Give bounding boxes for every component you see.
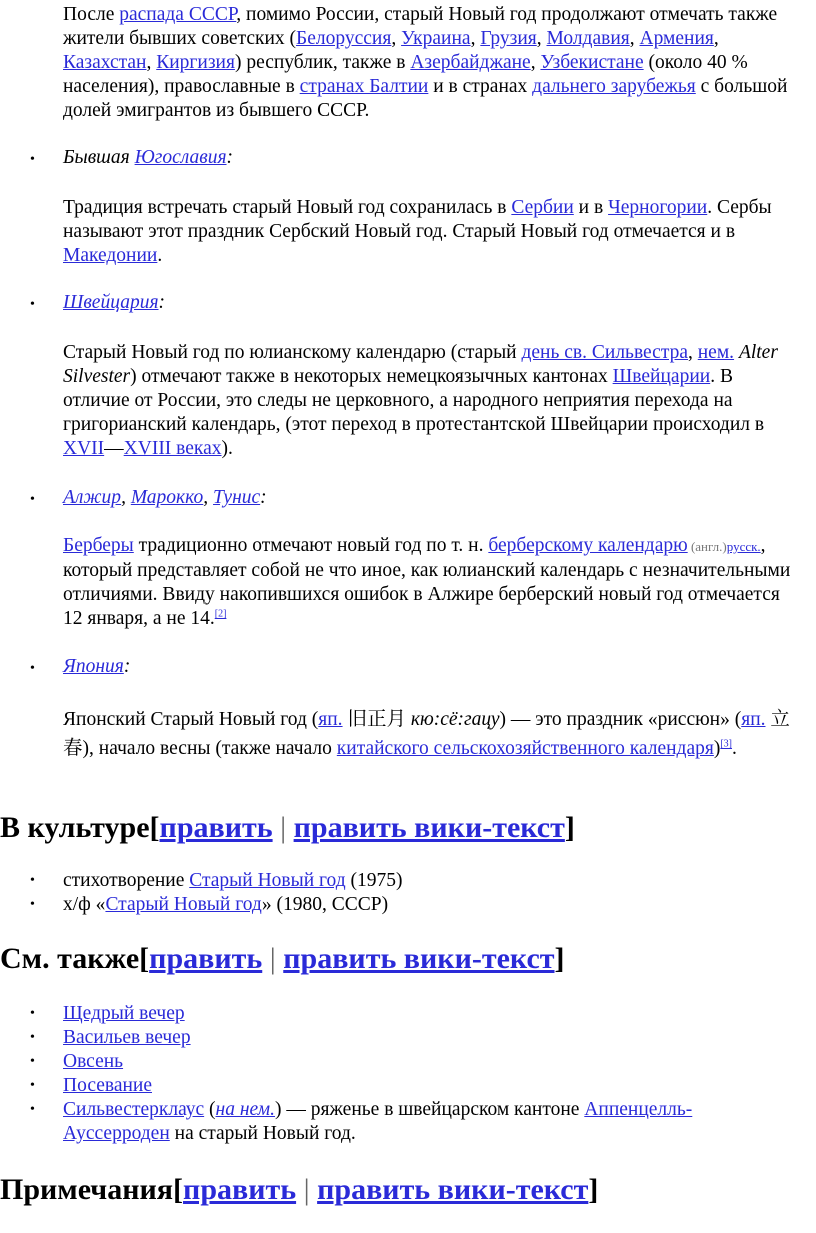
link-ovsen[interactable]: Овсень	[63, 1051, 124, 1072]
link-armenia[interactable]: Армения	[639, 28, 714, 49]
link-switzerland-heading[interactable]: Швейцария	[63, 292, 159, 313]
text-alter-silvester: Alter Silvester	[63, 342, 778, 387]
link-xvii[interactable]: XVII	[63, 438, 105, 459]
text: )	[713, 738, 721, 759]
text: ) — ряженье в швейцарском кантоне	[275, 1099, 585, 1120]
text: ).	[221, 438, 233, 459]
link-posevanie[interactable]: Посевание	[63, 1075, 152, 1096]
list-item	[0, 1002, 760, 1026]
colon: :	[158, 292, 166, 313]
link-tunisia[interactable]: Тунис	[213, 487, 261, 508]
comma: ,	[530, 52, 541, 73]
item-label-yugoslavia	[63, 146, 233, 170]
link-sylvester-day[interactable]: день св. Сильвестра	[521, 342, 688, 363]
text: . Сербы называют этот праздник Сербский Новый год. Старый Новый год отмечается и в	[63, 197, 772, 242]
link-ukraine[interactable]: Украина	[401, 28, 471, 49]
text-kanji: 立春	[63, 709, 790, 759]
comma: ,	[629, 28, 640, 49]
bullet-icon: •	[30, 492, 35, 507]
text: (1975)	[345, 870, 403, 891]
separator: |	[272, 811, 294, 844]
link-belarus[interactable]: Белоруссия	[296, 28, 392, 49]
list-item	[0, 1050, 760, 1074]
yugoslavia-paragraph	[63, 196, 798, 268]
link-vasiliev-vecher[interactable]: Васильев вечер	[63, 1027, 191, 1048]
bullet-icon: •	[30, 1006, 35, 1021]
comma: ,	[470, 28, 481, 49]
text: и в	[573, 197, 609, 218]
switzerland-paragraph	[63, 341, 798, 461]
ref-2[interactable]: [2]	[214, 608, 227, 620]
link-poem[interactable]: Старый Новый год	[189, 870, 346, 891]
text: , помимо России, старый Новый год продолжают отмечать также жители бывших советских (	[63, 4, 778, 49]
link-far-abroad[interactable]: дальнего зарубежья	[532, 76, 696, 97]
text: на старый Новый год.	[169, 1123, 356, 1144]
link-japanese-lang[interactable]: яп.	[318, 709, 343, 730]
text: стихотворение	[63, 870, 190, 891]
bullet-icon: •	[30, 152, 35, 167]
section-heading-notes	[0, 1172, 598, 1208]
heading-text: См. также	[0, 942, 140, 975]
link-berber-calendar[interactable]: берберскому календарю	[488, 535, 688, 556]
text: , который представляет собой не что иное, как юлианский календарь с незначительными отличиями. Ввиду накопившихся ошибок в Алжире берберский новый год отмечается 12 января, а не 14.	[63, 535, 791, 629]
item-label-switzerland	[63, 291, 165, 315]
text: и в странах	[428, 76, 533, 97]
edit-source-link[interactable]: править вики-текст	[293, 811, 565, 844]
dash: —	[104, 438, 124, 459]
ref-3[interactable]: [3]	[720, 738, 733, 750]
link-russian[interactable]: русск.	[726, 539, 761, 554]
bullet-icon: •	[30, 873, 35, 888]
section-heading-see-also	[0, 941, 565, 977]
link-silvesterklaus[interactable]: Сильвестерклаус	[63, 1099, 205, 1120]
list-item	[0, 869, 403, 893]
list-item	[0, 893, 403, 917]
link-baltic[interactable]: странах Балтии	[299, 76, 429, 97]
comma: ,	[203, 487, 214, 508]
bracket: [	[173, 1173, 184, 1206]
text: Японский Старый Новый год (	[63, 709, 319, 730]
text: .	[732, 738, 737, 759]
text: » (1980, СССР)	[261, 894, 389, 915]
maghreb-paragraph	[63, 534, 798, 631]
edit-link[interactable]: править	[183, 1173, 297, 1206]
link-switzerland[interactable]: Швейцарии	[612, 366, 711, 387]
culture-list	[0, 869, 403, 917]
comma: ,	[391, 28, 402, 49]
text: ) отмечают также в некоторых немецкоязычных кантонах	[130, 366, 613, 387]
intro-paragraph	[63, 3, 803, 123]
comma: ,	[688, 342, 698, 363]
link-berbers[interactable]: Берберы	[63, 535, 134, 556]
edit-link[interactable]: править	[159, 811, 273, 844]
link-film[interactable]: Старый Новый год	[105, 894, 262, 915]
bracket: ]	[554, 942, 565, 975]
link-shchedry-vecher[interactable]: Щедрый вечер	[63, 1003, 185, 1024]
link-uzbekistan[interactable]: Узбекистане	[540, 52, 644, 73]
text: Традиция встречать старый Новый год сохранилась в	[63, 197, 512, 218]
item-label-maghreb	[63, 486, 267, 510]
link-algeria[interactable]: Алжир	[63, 487, 122, 508]
text: Старый Новый год по юлианскому календарю (старый	[63, 342, 522, 363]
comma: ,	[713, 28, 719, 49]
bullet-icon: •	[30, 1078, 35, 1093]
link-georgia[interactable]: Грузия	[480, 28, 537, 49]
item-label-japan	[63, 655, 130, 679]
text: После	[63, 4, 120, 25]
list-item	[0, 1026, 760, 1050]
bullet-icon: •	[30, 1030, 35, 1045]
bracket: ]	[588, 1173, 599, 1206]
link-japan[interactable]: Япония	[63, 656, 124, 677]
text-engl: (англ.)	[687, 539, 727, 554]
japan-paragraph	[63, 705, 798, 763]
text: Бывшая	[63, 147, 135, 168]
link-kyrgyzstan[interactable]: Киргизия	[156, 52, 235, 73]
text: . В отличие от России, это следы не церковного, а народного неприятия перехода на григорианский календарь, (этот переход в протестантской Швейцарии происходил в	[63, 366, 765, 435]
list-item	[0, 1098, 760, 1146]
comma: ,	[146, 52, 157, 73]
text-romaji: кю:сё:гацу	[410, 709, 500, 730]
link-german-lang[interactable]: нем.	[697, 342, 735, 363]
bullet-icon: •	[30, 897, 35, 912]
colon: :	[226, 147, 234, 168]
separator: |	[296, 1173, 318, 1206]
link-raspad-sssr[interactable]: распада СССР	[119, 4, 237, 25]
bullet-icon: •	[30, 297, 35, 312]
link-japanese-lang-2[interactable]: яп.	[741, 709, 766, 730]
colon: :	[123, 656, 131, 677]
text: (около 40 % населения), православные в	[63, 52, 748, 97]
text: ) — это праздник «риссюн» (	[499, 709, 742, 730]
link-moldova[interactable]: Молдавия	[546, 28, 630, 49]
comma: ,	[121, 487, 131, 508]
link-in-german[interactable]: на нем.	[215, 1099, 275, 1120]
link-kazakhstan[interactable]: Казахстан	[63, 52, 147, 73]
bracket: ]	[564, 811, 575, 844]
text: ), начало весны (также начало	[82, 738, 337, 759]
see-also-list	[0, 1002, 760, 1146]
link-appenzell[interactable]: Аппенцелль-Ауссерроден	[63, 1099, 693, 1144]
text: (	[204, 1099, 216, 1120]
text: ) республик, также в	[234, 52, 411, 73]
colon: :	[260, 487, 267, 508]
bullet-icon: •	[30, 661, 35, 676]
link-yugoslavia[interactable]: Югославия	[134, 147, 227, 168]
bracket: [	[139, 942, 150, 975]
link-serbia[interactable]: Сербии	[511, 197, 574, 218]
edit-source-link[interactable]: править вики-текст	[283, 942, 555, 975]
bracket: [	[149, 811, 160, 844]
text-kanji: 旧正月	[342, 709, 411, 730]
text: .	[157, 245, 163, 266]
edit-source-link[interactable]: править вики-текст	[317, 1173, 589, 1206]
list-item	[0, 1074, 760, 1098]
text: традиционно отмечают новый год по т. н.	[133, 535, 489, 556]
link-morocco[interactable]: Марокко	[130, 487, 204, 508]
heading-text: Примечания	[0, 1173, 174, 1206]
bullet-icon: •	[30, 1102, 35, 1117]
text: с большой долей эмигрантов из бывшего СССР.	[63, 76, 788, 121]
edit-link[interactable]: править	[149, 942, 263, 975]
section-heading-culture	[0, 810, 575, 846]
link-montenegro[interactable]: Черногории	[608, 197, 708, 218]
separator: |	[262, 942, 284, 975]
comma: ,	[536, 28, 547, 49]
bullet-icon: •	[30, 1054, 35, 1069]
link-azerbaijan[interactable]: Азербайджане	[410, 52, 531, 73]
link-macedonia[interactable]: Македонии	[63, 245, 158, 266]
heading-text: В культуре	[0, 811, 150, 844]
link-xviii-centuries[interactable]: XVIII веках	[123, 438, 222, 459]
link-chinese-calendar[interactable]: китайского сельскохозяйственного календаря	[336, 738, 714, 759]
text: х/ф «	[63, 894, 106, 915]
